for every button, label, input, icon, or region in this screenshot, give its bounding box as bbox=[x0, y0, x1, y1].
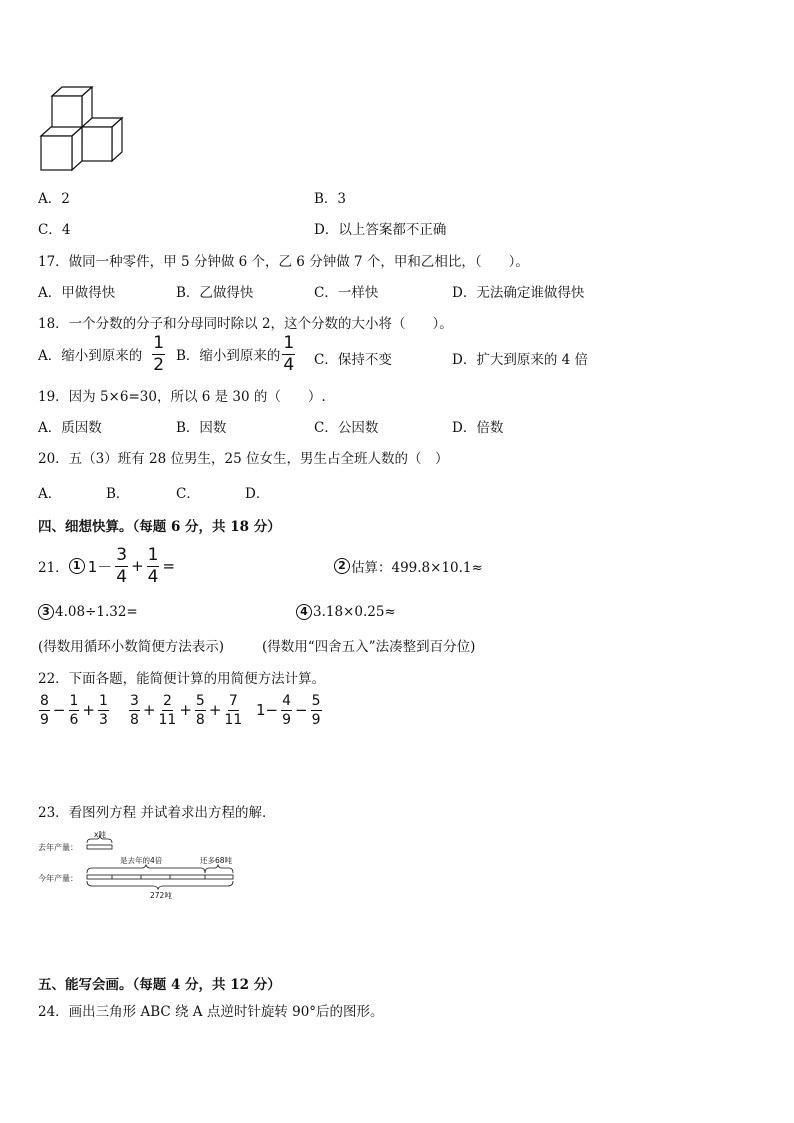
fraction bbox=[224, 694, 242, 727]
numerator: 4 bbox=[282, 692, 292, 709]
q18-option-a[interactable] bbox=[38, 334, 166, 374]
q24-stem: 24．画出三角形 ABC 绕 A 点逆时针旋转 90°后的图形。 bbox=[38, 1004, 384, 1020]
numerator: 5 bbox=[195, 692, 205, 709]
label-times-4: 是去年的4倍 bbox=[120, 856, 163, 865]
denominator: 2 bbox=[153, 354, 165, 375]
circled-4-icon: 4 bbox=[296, 604, 312, 620]
q18-option-b[interactable] bbox=[176, 334, 296, 374]
minus-sign: − bbox=[52, 701, 66, 719]
q18-option-a-fraction bbox=[152, 332, 165, 375]
circled-2-icon: 2 bbox=[334, 558, 350, 574]
q21-note-2: (得数用“四舍五入”法凑整到百分位) bbox=[262, 639, 476, 655]
label-x-ton: x吨 bbox=[94, 830, 106, 839]
denominator: 11 bbox=[158, 711, 177, 728]
q21-number: 21． bbox=[38, 560, 69, 576]
label-last-year: 去年产量： bbox=[38, 843, 78, 852]
circled-1-icon: 1 bbox=[69, 558, 85, 574]
denominator: 3 bbox=[99, 711, 108, 728]
fraction bbox=[115, 544, 128, 587]
denominator: 9 bbox=[282, 711, 292, 728]
brace-x bbox=[87, 836, 112, 843]
denominator: 9 bbox=[40, 711, 49, 728]
q23-line-diagram bbox=[36, 826, 246, 902]
plus-sign: + bbox=[142, 701, 156, 719]
q18-option-b-fraction bbox=[282, 332, 295, 375]
fraction bbox=[311, 694, 322, 727]
q19-option-b[interactable]: B．因数 bbox=[176, 420, 227, 436]
q21-part2 bbox=[334, 556, 483, 576]
denominator: 4 bbox=[147, 566, 159, 587]
q19-stem: 19．因为 5×6=30，所以 6 是 30 的（ ）. bbox=[38, 389, 326, 405]
denominator: 8 bbox=[130, 711, 139, 728]
plus-sign: + bbox=[179, 701, 192, 719]
minus-sign: − bbox=[295, 701, 308, 719]
denominator: 4 bbox=[283, 354, 295, 375]
circled-3-icon: 3 bbox=[38, 604, 54, 620]
q20-option-a[interactable]: A． bbox=[38, 486, 62, 502]
q20-option-b[interactable]: B． bbox=[106, 486, 130, 502]
q16-option-c[interactable]: C．4 bbox=[38, 222, 71, 238]
q20-option-c[interactable]: C． bbox=[176, 486, 200, 502]
q20-stem: 20．五（3）班有 28 位男生，25 位女生，男生占全班人数的（ ） bbox=[38, 451, 449, 467]
q17-option-c[interactable]: C．一样快 bbox=[314, 285, 379, 301]
fraction bbox=[129, 694, 140, 727]
fraction bbox=[195, 694, 206, 727]
q20-option-d[interactable]: D． bbox=[245, 486, 270, 502]
q18-option-a-text: A．缩小到原来的 bbox=[38, 348, 143, 364]
numerator: 2 bbox=[162, 692, 172, 709]
numerator: 1 bbox=[69, 692, 79, 709]
denominator: 4 bbox=[116, 566, 128, 587]
q21-part2-text: 估算：499.8×10.1≈ bbox=[351, 560, 483, 576]
plus-sign: + bbox=[131, 557, 144, 575]
q23-stem: 23．看图列方程 并试着求出方程的解． bbox=[38, 805, 276, 821]
segment-this-year bbox=[87, 875, 233, 879]
q21-part4-text: 3.18×0.25≈ bbox=[313, 604, 396, 620]
numerator: 3 bbox=[130, 692, 139, 709]
numerator: 1 bbox=[147, 544, 159, 565]
q22-expression-2 bbox=[128, 690, 243, 730]
q17-stem: 17．做同一种零件，甲 5 分钟做 6 个，乙 6 分钟做 7 个，甲和乙相比，（ ）。 bbox=[38, 254, 529, 270]
label-total: 272吨 bbox=[150, 891, 172, 900]
q16-option-a[interactable]: A．2 bbox=[38, 191, 70, 207]
plus-sign: + bbox=[208, 701, 222, 719]
fraction bbox=[147, 544, 160, 587]
q22-expression-3 bbox=[254, 690, 323, 730]
q17-option-d[interactable]: D．无法确定谁做得快 bbox=[452, 285, 585, 301]
cube-figure bbox=[38, 86, 128, 172]
label-more-68: 还多68吨 bbox=[200, 856, 233, 865]
q19-option-d[interactable]: D．倍数 bbox=[452, 420, 504, 436]
q22-expression-1 bbox=[38, 690, 110, 730]
q17-option-b[interactable]: B．乙做得快 bbox=[176, 285, 254, 301]
fraction bbox=[69, 694, 80, 727]
brace-total bbox=[87, 881, 233, 889]
numerator: 1 bbox=[153, 332, 165, 353]
expression-lead: 1− bbox=[256, 701, 279, 719]
q16-option-d[interactable]: D．以上答案都不正确 bbox=[314, 222, 447, 238]
numerator: 7 bbox=[228, 692, 238, 709]
section-5-title: 五、能写会画。（每题 4 分，共 12 分） bbox=[38, 977, 281, 993]
section-4-title: 四、细想快算。（每题 6 分，共 18 分） bbox=[38, 519, 281, 535]
denominator: 9 bbox=[311, 711, 321, 728]
equals-sign: = bbox=[162, 557, 176, 575]
q19-option-c[interactable]: C．公因数 bbox=[314, 420, 379, 436]
q16-option-b[interactable]: B．3 bbox=[314, 191, 347, 207]
q22-stem: 22．下面各题，能简便计算的用简便方法计算。 bbox=[38, 671, 326, 687]
plus-sign: + bbox=[82, 701, 95, 719]
q21-note-1: (得数用循环小数简便方法表示) bbox=[38, 639, 225, 655]
segment-last-year bbox=[87, 845, 112, 849]
fraction bbox=[159, 694, 177, 727]
q21-part3-text: 4.08÷1.32= bbox=[55, 604, 138, 620]
numerator: 1 bbox=[283, 332, 295, 353]
q21-part3 bbox=[38, 604, 138, 620]
numerator: 8 bbox=[40, 692, 49, 709]
numerator: 3 bbox=[116, 544, 128, 565]
q18-option-d[interactable]: D．扩大到原来的 4 倍 bbox=[452, 352, 588, 368]
numerator: 1 bbox=[99, 692, 108, 709]
fraction bbox=[98, 694, 109, 727]
q18-option-c[interactable]: C．保持不变 bbox=[314, 352, 392, 368]
q17-option-a[interactable]: A．甲做得快 bbox=[38, 285, 116, 301]
fraction bbox=[39, 694, 50, 727]
q18-stem: 18．一个分数的分子和分母同时除以 2，这个分数的大小将（ ）。 bbox=[38, 316, 453, 332]
numerator: 5 bbox=[311, 692, 321, 709]
label-this-year: 今年产量： bbox=[38, 874, 78, 883]
q18-option-b-text: B．缩小到原来的 bbox=[176, 348, 281, 364]
brace-times-4 bbox=[87, 865, 205, 873]
q21-lead: 1－ bbox=[87, 557, 113, 576]
fraction bbox=[281, 694, 292, 727]
denominator: 11 bbox=[224, 711, 243, 728]
brace-more-68 bbox=[205, 865, 233, 873]
denominator: 8 bbox=[195, 711, 205, 728]
q21-part1 bbox=[38, 544, 177, 588]
q21-part4 bbox=[296, 604, 396, 620]
q19-option-a[interactable]: A．质因数 bbox=[38, 420, 102, 436]
denominator: 6 bbox=[69, 711, 79, 728]
